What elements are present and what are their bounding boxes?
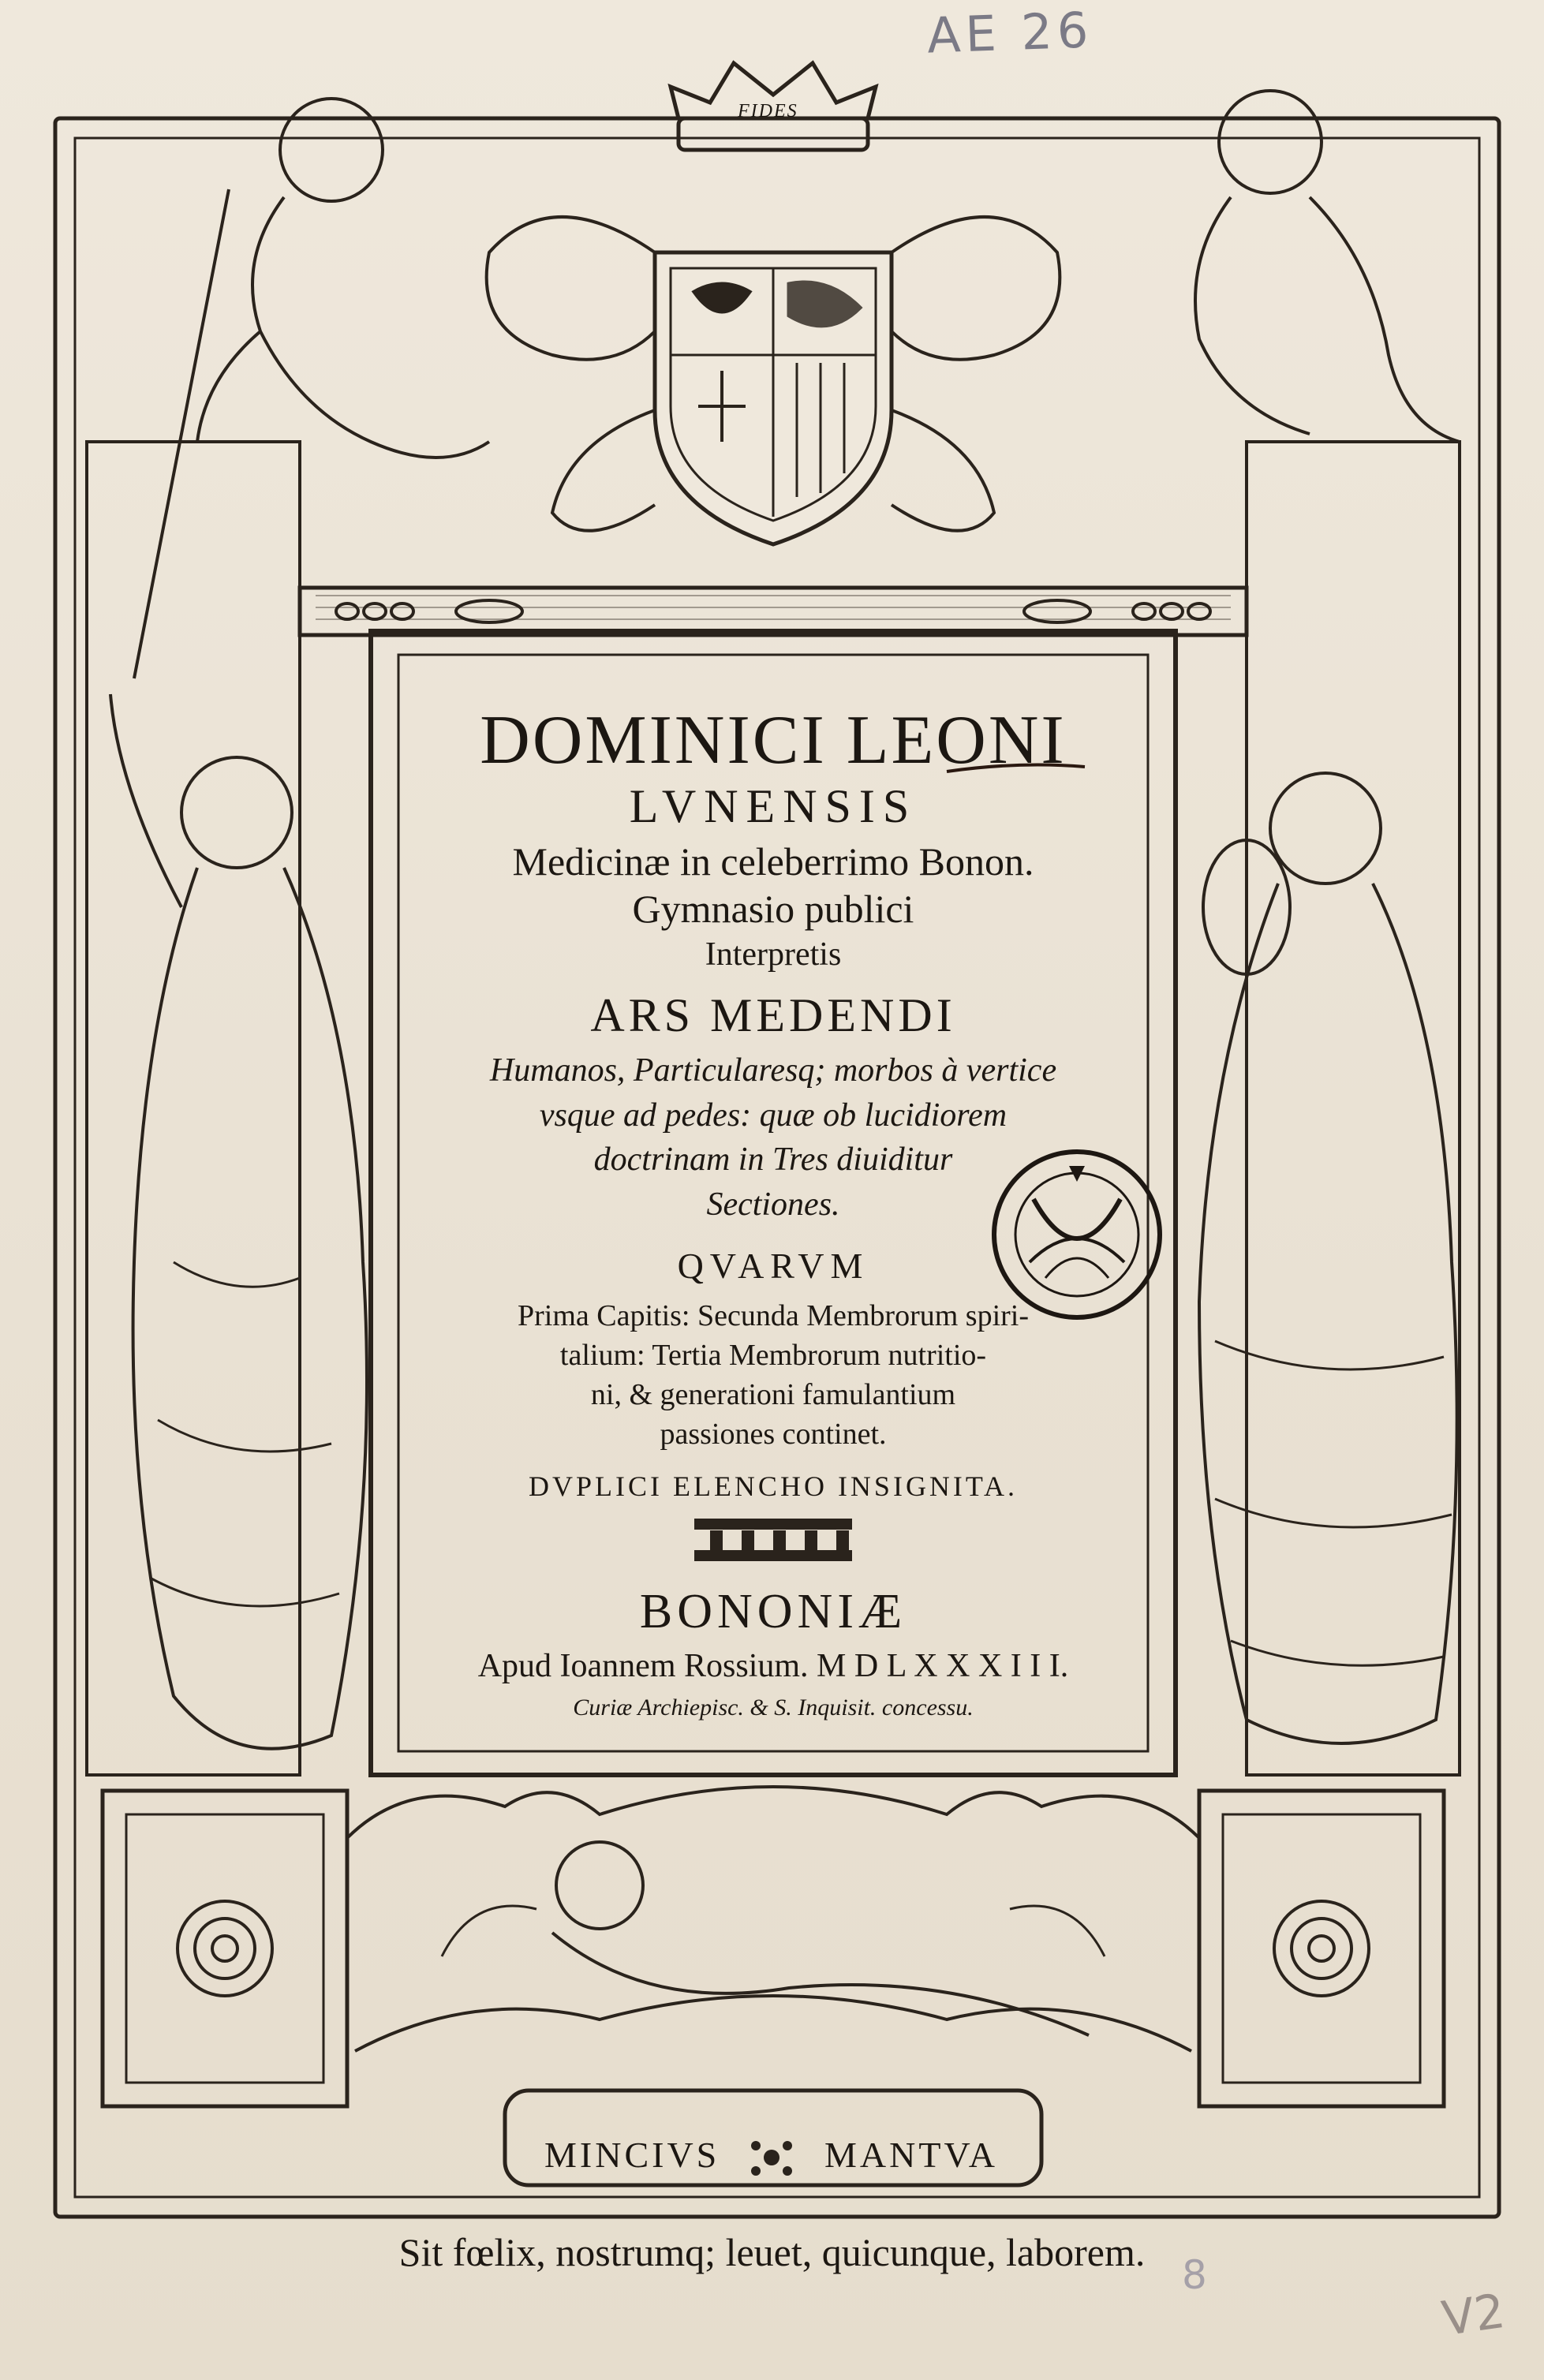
quarum-heading: QVARVM [677, 1246, 869, 1286]
right-column [1247, 442, 1460, 1775]
subtitle-line-4: Sectiones. [706, 1186, 840, 1223]
title-text-block [406, 653, 1140, 1758]
contents-line-2: talium: Tertia Membrorum nutritio- [559, 1339, 987, 1372]
river-god-cartouche [347, 1787, 1199, 2051]
banner-ornament [751, 2141, 792, 2176]
author-origin: LVNENSIS [629, 780, 918, 832]
subtitle-line-3: doctrinam in Tres diuiditur [593, 1141, 953, 1178]
imprint-printer: Apud Ioannem Rossium. M D L X X X I I I. [477, 1648, 1069, 1684]
contents-line-3: ni, & generationi famulantium [590, 1378, 956, 1411]
left-roundel [178, 1901, 272, 1996]
contents-line-1: Prima Capitis: Secunda Membrorum spiri- [517, 1299, 1030, 1332]
banner-right-label: MANTVA [824, 2135, 998, 2175]
crest-motto: FIDES [738, 101, 798, 121]
shelfmark-annotation: AE 26 [925, 1, 1094, 65]
affiliation-line-2: Gymnasio publici [632, 887, 914, 931]
coat-of-arms [487, 63, 1060, 544]
left-pedestal [103, 1791, 347, 2106]
book-title: ARS MEDENDI [590, 989, 956, 1041]
left-column [87, 442, 300, 1775]
top-entablature [300, 588, 1247, 635]
affiliation-line-1: Medicinæ in celeberrimo Bonon. [512, 839, 1034, 884]
pencil-number-annotation: 8 [1182, 2252, 1207, 2298]
subtitle-line-1: Humanos, Particularesq; morbos à vertice [489, 1052, 1057, 1089]
pencil-initials-annotation: V2 [1438, 2283, 1508, 2348]
banner-left-label: MINCIVS [544, 2135, 720, 2175]
imprint-license: Curiæ Archiepisc. & S. Inquisit. concessu. [573, 1694, 974, 1721]
imprint-place: BONONIÆ [639, 1585, 907, 1638]
author-name: DOMINICI LEONI [480, 702, 1067, 779]
affiliation-line-3: Interpretis [705, 936, 842, 973]
motto-line: Sit fœlix, nostrumq; leuet, quicunque, laborem. [398, 2230, 1146, 2274]
contents-line-4: passiones continet. [660, 1418, 887, 1451]
hatching [316, 596, 1231, 619]
right-roundel [1274, 1901, 1369, 1996]
subtitle-line-2: vsque ad pedes: quæ ob lucidiorem [539, 1097, 1008, 1134]
right-pedestal [1199, 1791, 1444, 2106]
index-note: DVPLICI ELENCHO INSIGNITA. [528, 1470, 1019, 1502]
